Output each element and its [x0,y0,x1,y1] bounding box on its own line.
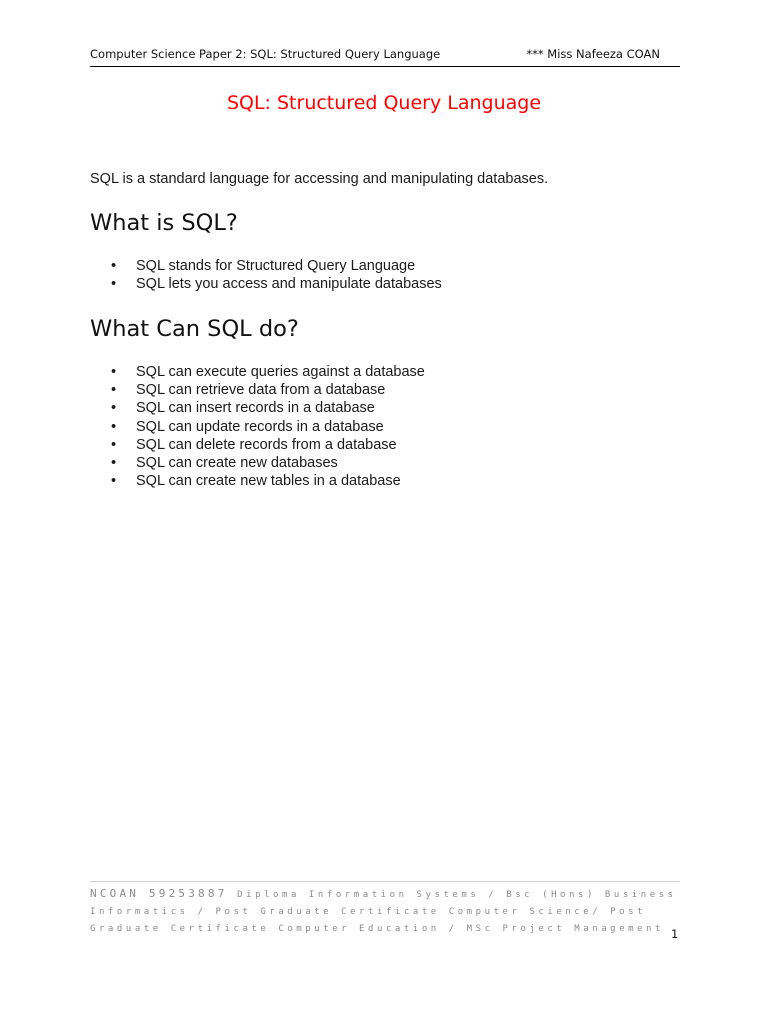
bullet-icon: • [111,276,117,293]
footer-qualifications: Diploma Information Systems / Bsc (Hons) Business Informatics / Post Graduate Certificate Computer Science/ Post Graduate Certificate Computer Education / MSc Project Management [90,890,677,934]
header-author: *** Miss Nafeeza COAN [526,47,660,61]
bullet-icon: • [111,258,117,274]
list-item-text: SQL can execute queries against a database [136,364,425,380]
list-item [110,454,425,472]
header-doc-title: Computer Science Paper 2: SQL: Structured Query Language [90,47,441,61]
bullet-icon: • [111,454,117,471]
list-item [110,257,442,275]
section-heading-what-can-sql-do: What Can SQL do? [90,316,299,342]
bullet-icon: • [111,400,117,417]
list-item-text: SQL can create new databases [136,454,338,471]
document-title: SQL: Structured Query Language [226,92,542,114]
list-item [110,399,425,417]
list-item-text: SQL can delete records from a database [136,436,397,453]
list-item-text: SQL can create new tables in a database [136,473,401,490]
list-item-text: SQL can update records in a database [136,418,384,435]
what-can-sql-do-list [110,363,425,490]
list-item [110,363,425,381]
list-item [110,418,425,436]
list-item [110,472,425,490]
what-is-sql-list [110,257,442,293]
list-item [110,436,425,454]
intro-paragraph: SQL is a standard language for accessing and manipulating databases. [90,171,549,187]
page-number: 1 [671,927,679,941]
list-item-text: SQL can retrieve data from a database [136,382,386,399]
footer-ncoan-id: NCOAN 59253887 [90,887,228,900]
list-item [110,275,442,293]
bullet-icon: • [111,364,117,380]
list-item-text: SQL stands for Structured Query Language [136,258,416,274]
bullet-icon: • [111,473,117,490]
bullet-icon: • [111,436,117,453]
page-header [90,47,680,67]
page-footer [90,881,680,936]
list-item-text: SQL can insert records in a database [136,400,375,417]
bullet-icon: • [111,382,117,399]
list-item [110,381,425,399]
list-item-text: SQL lets you access and manipulate databases [136,276,442,293]
section-heading-what-is-sql: What is SQL? [90,210,238,236]
bullet-icon: • [111,418,117,435]
